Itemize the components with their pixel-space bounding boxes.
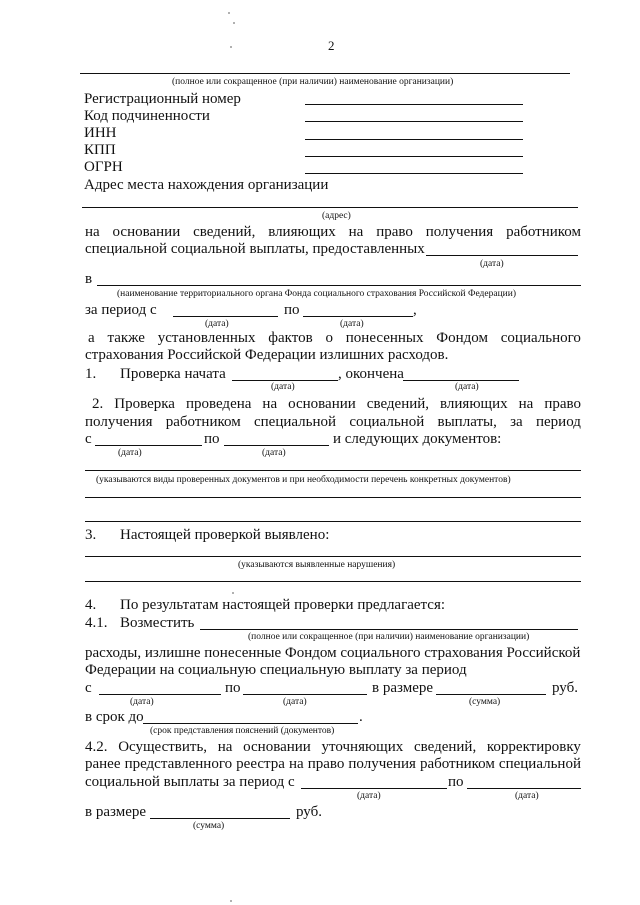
word: на [262, 396, 278, 412]
word: специальной [498, 756, 581, 772]
docs-line-2[interactable] [85, 497, 581, 498]
page-number: 2 [328, 38, 335, 53]
address-label: Адрес места нахождения организации [84, 177, 329, 193]
correction-to-caption: (дата) [515, 791, 539, 801]
reimburse-amount-line[interactable] [436, 694, 546, 695]
word: 2. [92, 396, 104, 412]
ogrn-label: ОГРН [84, 159, 123, 175]
item2-line-1 [92, 396, 581, 413]
in-label: в [85, 271, 93, 287]
word: право [544, 396, 581, 412]
reimburse-org-caption: (полное или сокращенное (при наличии) наименование организации) [248, 632, 530, 642]
submission-date-caption: (дата) [480, 259, 504, 269]
facts-line-1 [88, 330, 581, 347]
word: на [348, 224, 364, 240]
word: сведений, [366, 396, 430, 412]
deadline-period: . [359, 709, 363, 725]
submission-date-line[interactable] [426, 255, 578, 256]
scan-speck [228, 12, 230, 14]
correction-to-line[interactable] [467, 788, 581, 789]
reimburse-to-caption: (дата) [283, 697, 307, 707]
item2-from-line[interactable] [95, 445, 202, 446]
scan-speck [230, 900, 232, 902]
scan-speck [230, 46, 232, 48]
word: за [510, 414, 523, 430]
reimburse-from-line[interactable] [99, 694, 221, 695]
inn-line[interactable] [305, 139, 523, 140]
word: понесенных [345, 330, 424, 346]
item2-from-label: с [85, 431, 92, 447]
address-caption: (адрес) [322, 211, 351, 221]
subordination-code-line[interactable] [305, 121, 523, 122]
word: уточняющих [321, 739, 404, 755]
reimburse-sum-caption: (сумма) [469, 697, 501, 707]
docs-line-3[interactable] [85, 521, 581, 522]
word: работником [419, 756, 495, 772]
basis-line-1 [85, 224, 581, 241]
period-to-line[interactable] [303, 316, 413, 317]
item1-number: 1. [85, 366, 97, 382]
inn-label: ИНН [84, 125, 117, 141]
reimburse-amount-label: в размере [372, 680, 434, 696]
facts-line-2: страхования Российской Федерации излишних расходов. [85, 347, 449, 363]
reimburse-from-label: с [85, 680, 92, 696]
word: право [376, 224, 413, 240]
item2-to-caption: (дата) [262, 448, 286, 458]
item2-from-caption: (дата) [118, 448, 142, 458]
correction-amount-line[interactable] [150, 818, 290, 819]
item41-text: Возместить [120, 615, 195, 631]
word: на [217, 739, 233, 755]
word: на [518, 396, 534, 412]
reimburse-currency: руб. [552, 680, 578, 696]
item3-text: Настоящей проверкой выявлено: [120, 527, 330, 543]
word: получения [425, 224, 494, 240]
violations-line-2[interactable] [85, 581, 581, 582]
item42-line-3: социальной выплаты за период с [85, 774, 295, 790]
scan-speck [233, 22, 235, 24]
word: работником [506, 224, 581, 240]
word: работником [165, 414, 241, 430]
item2-to-line[interactable] [224, 445, 329, 446]
item42-line-1 [85, 739, 581, 756]
word: фактов [268, 330, 313, 346]
reimburse-to-line[interactable] [243, 694, 367, 695]
org-name-line [80, 73, 570, 74]
expenses-line-2: Федерации на социальную специальную выплату за период [85, 662, 467, 678]
deadline-label: в срок до [85, 709, 144, 725]
word: влияющих [268, 224, 336, 240]
reimburse-from-caption: (дата) [130, 697, 154, 707]
word: основании [112, 224, 181, 240]
word: Осуществить, [118, 739, 208, 755]
word: сведений, [413, 739, 477, 755]
item1-ended: , окончена [338, 366, 404, 382]
reg-number-line[interactable] [305, 104, 523, 105]
word: реестра [236, 756, 285, 772]
scan-speck [232, 592, 234, 594]
word: специальной [253, 414, 337, 430]
deadline-caption: (срок представления пояснений (документов) [150, 726, 335, 736]
period-to-label: по [284, 302, 300, 318]
item41-number: 4.1. [85, 615, 108, 631]
subordination-code-label: Код подчиненности [84, 108, 210, 124]
word: социального [500, 330, 581, 346]
correction-from-line[interactable] [301, 788, 447, 789]
word: на [288, 756, 304, 772]
word: а [88, 330, 95, 346]
period-from-line[interactable] [173, 316, 278, 317]
item2-to-label: по [204, 431, 220, 447]
reimburse-org-line[interactable] [200, 629, 578, 630]
check-start-caption: (дата) [271, 382, 295, 392]
address-line[interactable] [82, 207, 578, 208]
item2-line-2 [85, 414, 581, 431]
fss-body-line[interactable] [97, 285, 581, 286]
item1-started: Проверка начата [120, 366, 226, 382]
item3-number: 3. [85, 527, 97, 543]
org-name-caption: (полное или сокращенное (при наличии) наименование организации) [172, 77, 454, 87]
word: получения [85, 414, 153, 430]
period-to-caption: (дата) [340, 319, 364, 329]
kpp-line[interactable] [305, 156, 523, 157]
word: Проверка [114, 396, 175, 412]
expenses-line-1: расходы, излишне понесенные Фондом социального страхования Российской [85, 645, 581, 661]
basis-line-2: специальной социальной выплаты, предоставленных [85, 241, 425, 257]
correction-currency: руб. [296, 804, 322, 820]
item4-text: По результатам настоящей проверки предлагается: [120, 597, 446, 613]
violations-line-1[interactable] [85, 556, 581, 557]
docs-line-1[interactable] [85, 470, 581, 471]
word: корректировку [486, 739, 581, 755]
word: влияющих [440, 396, 508, 412]
word: социальной [349, 414, 425, 430]
word: установленных [157, 330, 256, 346]
check-end-caption: (дата) [455, 382, 479, 392]
correction-to-label: по [448, 774, 464, 790]
word: основании [243, 739, 311, 755]
kpp-label: КПП [84, 142, 116, 158]
ogrn-line[interactable] [305, 173, 523, 174]
correction-amount-label: в размере [85, 804, 147, 820]
word: Фондом [436, 330, 488, 346]
check-start-line[interactable] [232, 380, 338, 381]
reg-number-label: Регистрационный номер [84, 91, 241, 107]
deadline-line[interactable] [143, 723, 358, 724]
item42-line-2 [85, 756, 581, 773]
word: выплаты, [437, 414, 497, 430]
word: право [307, 756, 345, 772]
period-comma: , [413, 302, 417, 318]
word: на [85, 224, 100, 240]
correction-from-caption: (дата) [357, 791, 381, 801]
period-from-caption: (дата) [205, 319, 229, 329]
word: период [536, 414, 581, 430]
reimburse-to-label: по [225, 680, 241, 696]
period-from-label: за период с [85, 302, 157, 318]
docs-caption: (указываются виды проверенных документов и при необходимости перечень конкретных документов) [96, 475, 511, 485]
fss-body-caption: (наименование территориального органа Фонда социального страхования Российской Федерации) [117, 289, 516, 299]
item4-number: 4. [85, 597, 97, 613]
word: представленного [124, 756, 233, 772]
word: проведена [185, 396, 252, 412]
correction-sum-caption: (сумма) [193, 821, 225, 831]
violations-caption: (указываются выявленные нарушения) [238, 560, 396, 570]
word: основании [288, 396, 356, 412]
word: также [107, 330, 145, 346]
word: сведений, [193, 224, 256, 240]
word: о [325, 330, 333, 346]
check-end-line[interactable] [403, 380, 519, 381]
word: ранее [85, 756, 121, 772]
word: получения [348, 756, 416, 772]
word: 4.2. [85, 739, 108, 755]
docs-label: и следующих документов: [333, 431, 502, 447]
